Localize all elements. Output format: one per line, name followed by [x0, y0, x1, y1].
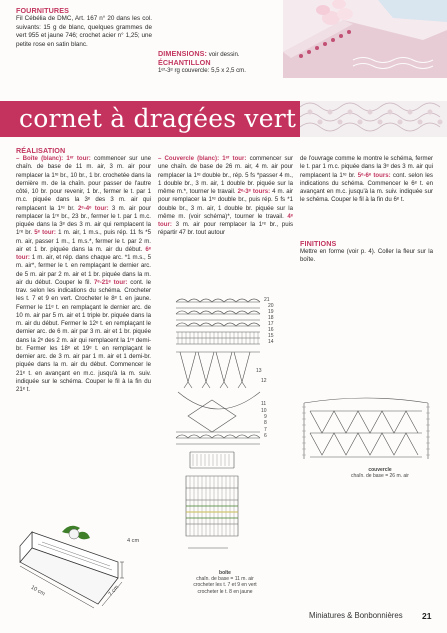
- boite-tour721-label: 7ᵉ-21ᵉ tour:: [94, 278, 128, 286]
- title-banner: [0, 101, 447, 137]
- box-height-label: 4 cm: [127, 538, 140, 544]
- dimensions-heading: DIMENSIONS:: [158, 49, 208, 58]
- echantillon-text: 1ᵉʳ-3ᵉ rg couvercle: 5,5 x 2,5 cm.: [158, 67, 246, 74]
- couvercle-text-c: 3 m. air pour remplacer la 1ʳᵉ br., puis répartir 47 br. tout autour: [158, 221, 293, 237]
- finitions-text: Mettre en forme (voir p. 4). Coller la fleur sur la boîte.: [300, 248, 433, 264]
- box-dimension-drawing: [14, 518, 162, 610]
- col3-tour56-label: 5ᵉ-6ᵉ tours:: [357, 171, 391, 179]
- row-label-10: 10: [261, 408, 267, 414]
- box-width-label: 10 cm: [29, 584, 46, 598]
- row-label-13: 13: [256, 368, 262, 374]
- row-label-9: 9: [264, 414, 267, 420]
- boite-caption-line-2: crocheter les t. 7 et 9 en vert: [193, 582, 257, 589]
- couvercle-tour4-label: 4ᵉ tour:: [158, 212, 293, 228]
- row-label-11: 11: [261, 401, 267, 407]
- row-label-8: 8: [264, 420, 267, 426]
- couvercle-caption: [330, 467, 430, 479]
- realisation-heading: RÉALISATION: [16, 146, 66, 155]
- row-label-14: 14: [268, 339, 274, 345]
- boite-text-b: 3 m. air pour remplacer la 1ʳᵉ br., 23 br., fermer le t. par 1 m.c. piquée dans la 3ᵉ des 3 m. air qui remplacent la 1ʳᵉ br.: [16, 204, 151, 237]
- couvercle-text-a: commencer sur une chaîn. de base de 26 m. air, 4 m. air pour remplacer la 1ʳᵉ double br., rép. 5 fs *passer 4 m., 1 double br., 3 m. air, 1 double br. piquée sur la même m.*, tourner le travail.: [158, 155, 293, 195]
- row-label-17: 17: [268, 321, 274, 327]
- boite-label: – Boîte (blanc):: [16, 155, 64, 162]
- footer-page-number: 21: [422, 611, 432, 621]
- row-label-15: 15: [268, 333, 274, 339]
- boite-text-e: cont. le trav. selon les indications du schéma. Crocheter les t. 7 et 9 en vert. Crocheter le 8ᵉ t. en jaune. Fermer le 11ᵉ t. en remplaçant le dernier arc. de 10 m. air par 5 m. air et 1 triple br. piquée dans la m. air du début. Fermer le 12ᵉ t. en remplaçant le dernier arc. de 6 m. air par 3 m. air et 1 br. piquée dans la 2ᵉ des 2 m. air qui remplacent la 1ʳᵉ demi-br. Fermer les 18ᵉ et 19ᵉ t. en remplaçant le dernier arc. de 3 m. air par 1 m. air et 1 demi-br. piquée dans la m. air du début. Commencer le 21ᵉ t. en avançant en m.c. jusqu'à la m. suiv. indiquée sur le schéma. Couper le fil à la fin du 21ᵉ t.: [16, 278, 152, 393]
- photo-illustration: [283, 0, 447, 78]
- fournitures-heading: FOURNITURES: [16, 6, 70, 15]
- fournitures-text: Fil Cébélia de DMC, Art. 167 n° 20 dans les col. suivants: 15 g de blanc, quelques grammes de vert 955 et jaune 746; crochet acier n° 1,25; une petite rose en satin blanc.: [16, 15, 152, 48]
- echantillon-heading: ÉCHANTILLON: [158, 58, 211, 67]
- boite-caption-line-3: crocheter le t. 8 en jaune: [197, 588, 253, 595]
- row-label-21: 21: [264, 297, 270, 303]
- footer-magazine: Miniatures & Bonbonnières: [309, 611, 403, 620]
- boite-caption-line-1: chaîn. de base = 11 m. air: [196, 576, 254, 583]
- row-label-16: 16: [268, 327, 274, 333]
- col3-text-b: cont. selon les indications du schéma. Commencer le 6ᵉ t. en avançant en m.c. jusqu'à la m. suiv. indiquée sur le schéma. Couper le fil à la fin du 6ᵉ t.: [300, 171, 433, 204]
- boite-caption: [180, 570, 270, 595]
- col3-text-a: de l'ouvrage comme le montre le schéma, fermer le t. par 1 m.c. piquée dans la 3ᵉ des 3 m. air qui remplacent la 1ʳᵉ br.: [300, 155, 433, 179]
- product-photo: [283, 0, 447, 78]
- row-label-18: 18: [268, 315, 274, 321]
- boite-caption-title: boîte: [219, 570, 231, 576]
- couvercle-label: – Couvercle (blanc):: [158, 155, 220, 162]
- row-label-7: 7: [264, 427, 267, 433]
- boite-instructions: [16, 155, 151, 394]
- boite-tour6-label: 6ᵉ tour:: [16, 245, 151, 261]
- boite-tour5-label: 5ᵉ tour:: [34, 229, 56, 237]
- boite-tour1-label: 1ᵉʳ tour:: [66, 155, 91, 162]
- boite-tour24-label: 2ᵉ-4ᵉ tour:: [78, 204, 109, 212]
- couvercle-tour1-label: 1ᵉʳ tour:: [222, 155, 247, 162]
- couvercle-crochet-chart: [300, 397, 432, 465]
- row-label-20: 20: [268, 303, 274, 309]
- box-depth-label: 7 cm: [107, 584, 121, 598]
- boite-text-d: 1 m. air, et rép. dans chaque arc. *1 m.s., 5 m. air*, fermer le t. en remplaçant le dernier arc. de 5 m. air par 2 m. air et 1 br. piquée dans la m. air du début. Couper le fil.: [16, 254, 151, 286]
- dimensions-text: voir dessin.: [208, 51, 240, 58]
- couvercle-text-b: 4 m. air pour remplacer la 1ʳᵉ double br., puis rép. 5 fs *1 double br., 3 m. air, 1 double br. piquée sur la même m. (voir schéma)*, tourner le travail.: [158, 188, 293, 220]
- row-label-6: 6: [264, 433, 267, 439]
- finitions-heading: FINITIONS: [300, 239, 337, 248]
- row-label-12: 12: [261, 378, 267, 384]
- row-label-19: 19: [268, 309, 274, 315]
- couvercle-caption-title: couvercle: [368, 467, 392, 473]
- couvercle-tour23-label: 2ᵉ-3ᵉ tours:: [237, 188, 271, 195]
- lace-decoration: [300, 95, 447, 139]
- page-title: cornet à dragées vert: [19, 104, 297, 133]
- col3-instructions: [300, 155, 433, 205]
- couvercle-instructions: [158, 155, 293, 238]
- couvercle-caption-text: chaîn. de base = 26 m. air: [351, 473, 409, 480]
- boite-text-a: commencer sur une chaîn. de base de 11 m. air, 3 m. air pour remplacer la 1ʳᵉ br., 10 br., 1 br. crochetée dans la dernière m. de la chaîn. pour passer de l'autre côté, 10 br. pour revenir, 1 br., fermer le t. par 1 m.c. piquée dans la 3ᵉ des 3 m. air qui remplacent la 1ʳᵉ br.: [16, 155, 151, 212]
- boite-text-c: 1 m. air, 1 m.s., puis rép. 11 fs *5 m. air, passer 1 m., 1 m.s.*, fermer le t. par 2 m. air et 1 br. piquée dans la m. air du début.: [16, 229, 152, 253]
